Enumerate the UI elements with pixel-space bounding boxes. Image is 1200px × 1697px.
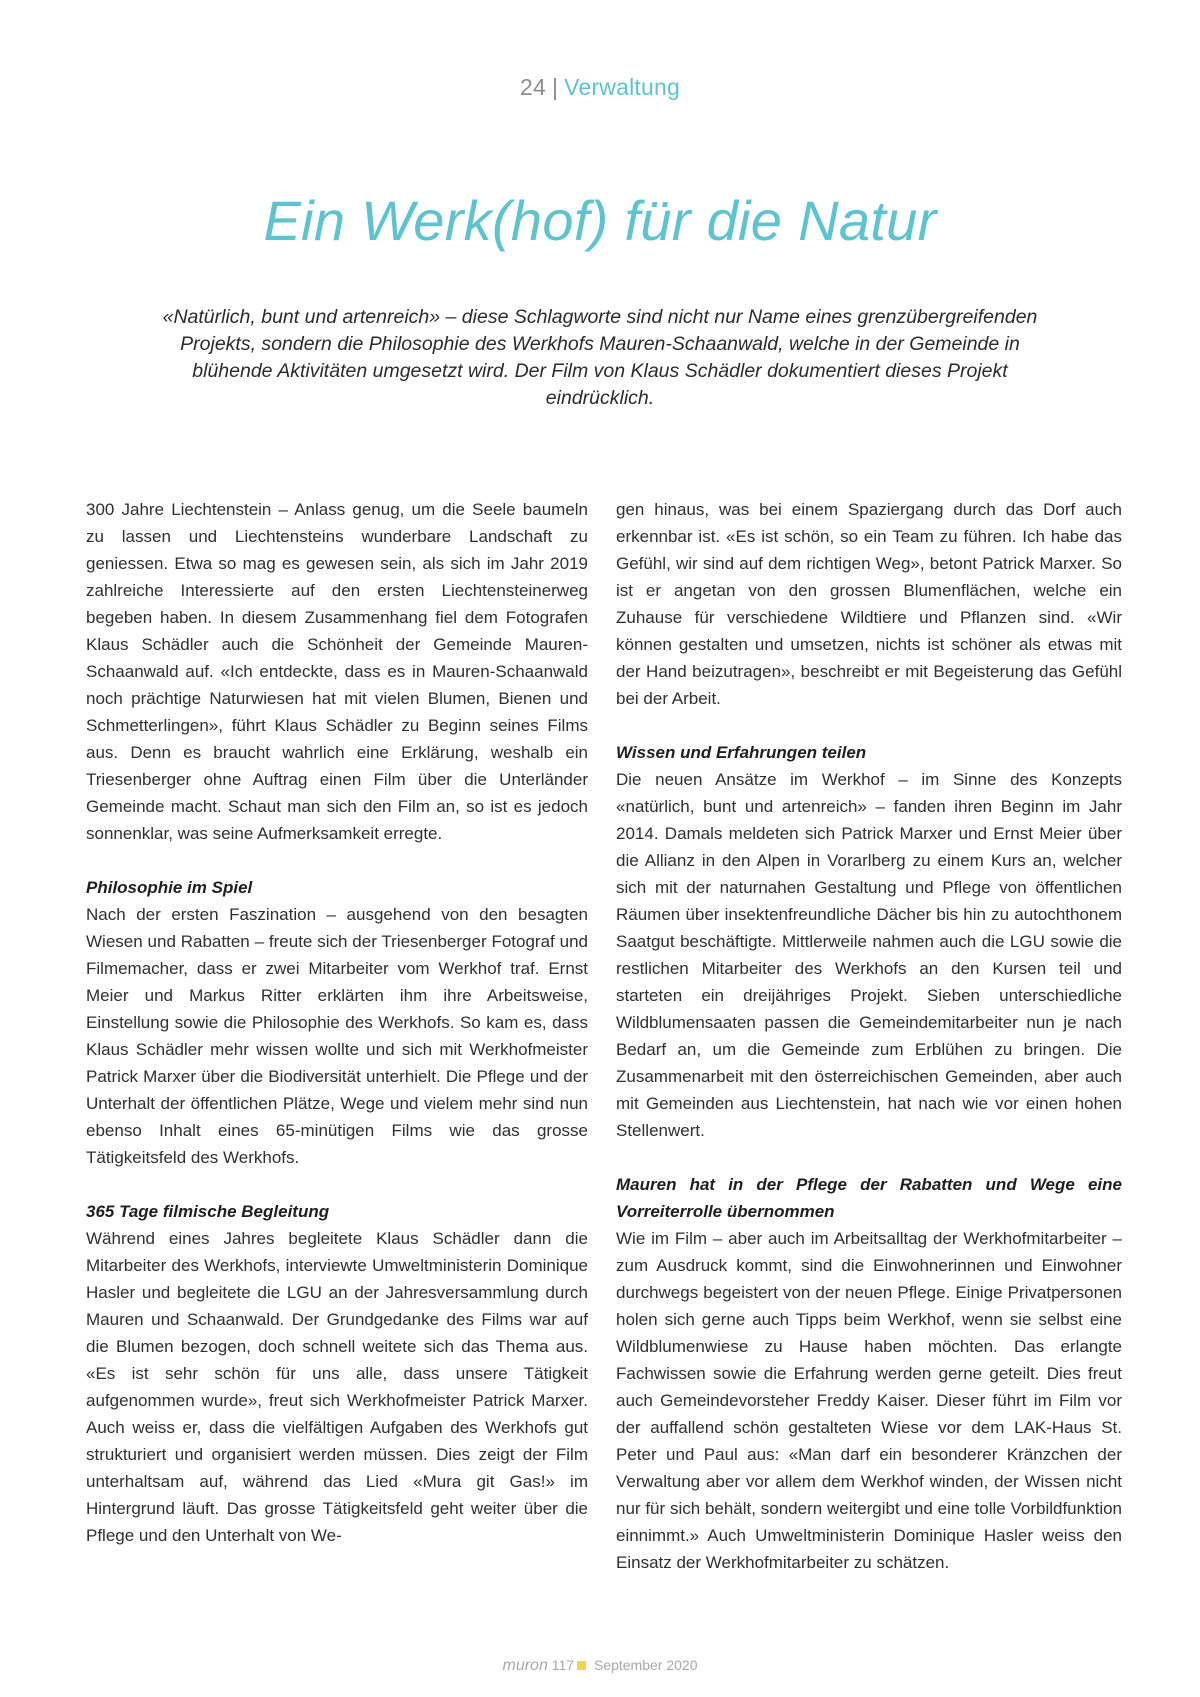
paragraph-vorreiterrolle: Wie im Film – aber auch im Arbeitsalltag der Werkhofmitarbeiter – zum Ausdruck kommt, sind die Einwohnerinnen und Einwohner durchwegs begeistert von der neuen Pflege. Einige Privatpersonen holen sich gerne auch Tipps beim Werkhof, wenn sie selbst eine Wildblumenwiese zu Hause haben möchten. Das erlangte Fachwissen sowie die Erfahrung werden gerne geteilt. Dies freut auch Gemeindevorsteher Freddy Kaiser. Dieser führt im Film vor der auffallend schön gestalteten Wiese vor dem LAK-Haus St. Peter und Paul aus: «Man darf ein besonderer Kränzchen der Verwaltung aber vor allem dem Werkhof winden, der Wissen nicht nur für sich behält, sondern weitergibt und eine tolle Vorbildfunktion einnimmt.» Auch Umweltministerin Dominique Hasler weiss den Einsatz der Werkhofmitarbeiter zu schätzen.	[616, 1229, 1122, 1572]
subheading-begleitung: 365 Tage filmische Begleitung	[86, 1202, 330, 1221]
page-number: 24	[520, 74, 546, 100]
subheading-wissen: Wissen und Erfahrungen teilen	[616, 743, 867, 762]
subheading-philosophie: Philosophie im Spiel	[86, 878, 253, 897]
left-column	[86, 496, 588, 1549]
continuation-paragraph: gen hinaus, was bei einem Spaziergang durch das Dorf auch erkennbar ist. «Es ist schön, so ein Team zu führen. Ich habe das Gefühl, wir sind auf dem richtigen Weg», betont Patrick Marxer. So ist er angetan von den grossen Blumenflächen, welche ein Zuhause für verschiedene Wildtiere und Pflanzen sind. «Wir können gestalten und umsetzen, nichts ist schöner als etwas mit der Hand beizutragen», beschreibt er mit Begeisterung das Gefühl bei der Arbeit.	[616, 500, 1122, 708]
issue-number: 117	[551, 1657, 575, 1673]
magazine-brand: muron	[502, 1657, 548, 1674]
subheading-vorreiterrolle: Mauren hat in der Pflege der Rabatten und Wege eine Vorreiterrolle übernommen	[616, 1175, 1122, 1221]
intro-paragraph: 300 Jahre Liechtenstein – Anlass genug, um die Seele baumeln zu lassen und Liechtensteins wunderbare Landschaft zu geniessen. Etwa so mag es gewesen sein, als sich im Jahr 2019 zahlreiche Interessierte auf den ersten Liechtensteinerweg begeben haben. In diesem Zusammenhang fiel dem Fotografen Klaus Schädler auch die Schönheit der Gemeinde Mauren-Schaanwald auf. «Ich entdeckte, dass es in Mauren-Schaanwald noch prächtige Naturwiesen hat mit vielen Blumen, Bienen und Schmetterlingen», führt Klaus Schädler zu Beginn seines Films aus. Denn es braucht wahrlich eine Erklärung, weshalb ein Triesenberger ohne Auftrag einen Film über die Unterländer Gemeinde macht. Schaut man sich den Film an, so ist es jedoch sonnenklar, was seine Aufmerksamkeit erregte.	[86, 500, 588, 843]
article-title: Ein Werk(hof) für die Natur	[263, 189, 937, 252]
issue-date: September 2020	[593, 1657, 698, 1673]
header-separator: |	[551, 74, 559, 100]
paragraph-wissen: Die neuen Ansätze im Werkhof – im Sinne des Konzepts «natürlich, bunt und artenreich» – fanden ihren Beginn im Jahr 2014. Damals meldeten sich Patrick Marxer und Ernst Meier über die Allianz in den Alpen in Vorarlberg zu einem Kurs an, welcher sich mit der naturnahen Gestaltung und Pflege von öffentlichen Räumen über insektenfreundliche Dächer bis hin zu autochthonem Saatgut beschäftigte. Mittlerweile nahmen auch die LGU sowie die restlichen Mitarbeiter des Werkhofs an den Kursen teil und starteten ein dreijähriges Projekt. Sieben unterschiedliche Wildblumensaaten passen die Gemeindemitarbeiter nun je nach Bedarf an, um die Gemeinde zum Erblühen zu bringen. Die Zusammenarbeit mit den österreichischen Gemeinden, aber auch mit Gemeinden aus Liechtenstein, hat nach wie vor einen hohen Stellenwert.	[616, 770, 1122, 1140]
article-lead: «Natürlich, bunt und artenreich» – diese Schlagworte sind nicht nur Name eines grenzübergreifenden Projekts, sondern die Philosophie des Werkhofs Mauren-Schaanwald, welche in der Gemeinde in blühende Aktivitäten umgesetzt wird. Der Film von Klaus Schädler dokumentiert dieses Projekt eindrücklich.	[162, 306, 1038, 409]
right-column	[616, 496, 1122, 1576]
paragraph-philosophie: Nach der ersten Faszination – ausgehend von den besagten Wiesen und Rabatten – freute sich der Triesenberger Fotograf und Filmemacher, dass er zwei Mitarbeiter vom Werkhof traf. Ernst Meier und Markus Ritter erklärten ihm ihre Arbeitsweise, Einstellung sowie die Philosophie des Werkhofs. So kam es, dass Klaus Schädler mehr wissen wollte und sich mit Werkhofmeister Patrick Marxer über die Biodiversität unterhielt. Die Pflege und der Unterhalt der öffentlichen Plätze, Wege und vielem mehr sind nun ebenso Inhalt eines 65-minütigen Films wie das grosse Tätigkeitsfeld des Werkhofs.	[86, 905, 588, 1167]
page-footer	[0, 1657, 1200, 1675]
running-header	[0, 74, 1200, 101]
paragraph-begleitung: Während eines Jahres begleitete Klaus Schädler dann die Mitarbeiter des Werkhofs, interviewte Umweltministerin Dominique Hasler und begleitete die LGU an der Jahresversammlung durch Mauren und Schaanwald. Der Grundgedanke des Films war auf die Blumen bezogen, doch schnell weitete sich das Thema aus. «Es ist sehr schön für uns alle, dass unsere Tätigkeit aufgenommen wurde», freut sich Werkhofmeister Patrick Marxer. Auch weiss er, dass die vielfältigen Aufgaben des Werkhofs gut strukturiert und organisiert werden müssen. Dies zeigt der Film unterhaltsam auf, während das Lied «Mura git Gas!» im Hintergrund läuft. Das grosse Tätigkeitsfeld geht weiter über die Pflege und den Unterhalt von We-	[86, 1229, 588, 1545]
footer-square-icon	[577, 1661, 586, 1670]
section-name: Verwaltung	[564, 74, 680, 100]
